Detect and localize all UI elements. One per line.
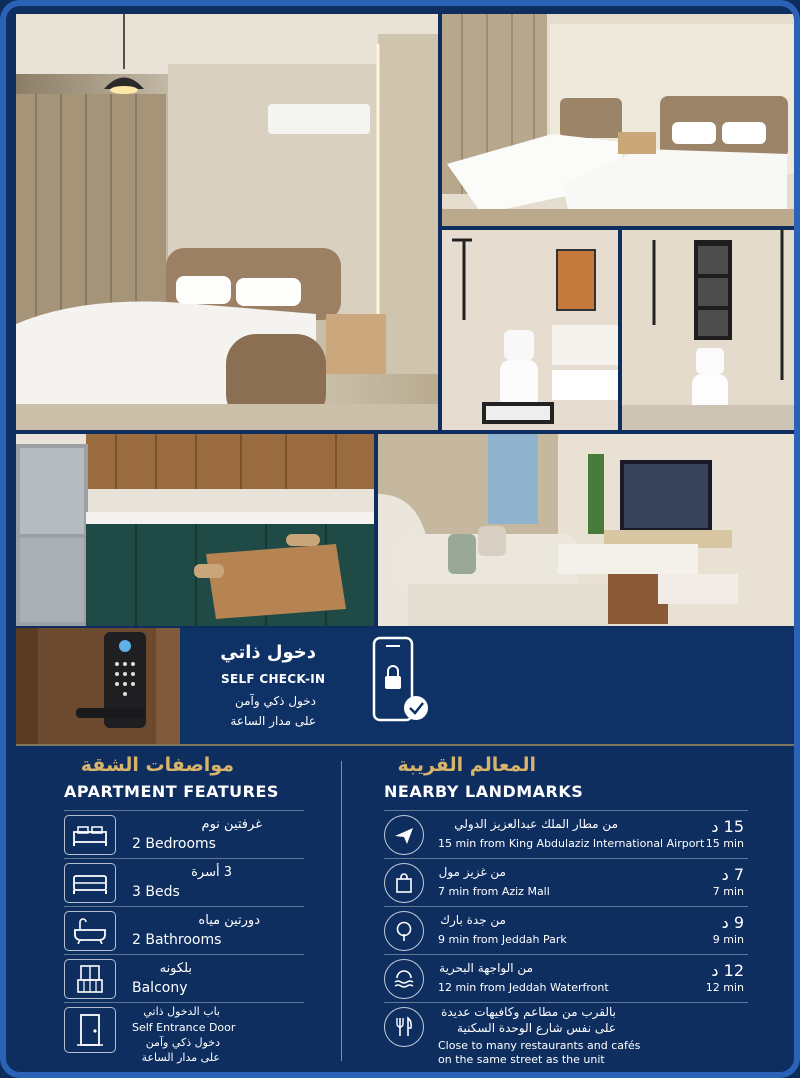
landmark-ar: من الواجهة البحرية [439,961,533,975]
landmark-minutes-ar: 12 د [711,961,744,980]
landmarks-title-ar: المعالم القريبة [397,754,536,776]
landmark-en: 15 min from King Abdulaziz International Airport [438,837,705,850]
checkin-line1: دخول ذكي وآمن [234,694,316,708]
self-checkin-banner [16,628,796,744]
section-divider [16,744,796,746]
feature-ar: دورتين مياه [198,913,260,928]
feature-item [64,810,304,857]
balcony-icon [64,959,116,999]
bed-icon [64,815,116,855]
feature-item [64,858,304,905]
feature-en: 3 Beds [132,884,180,900]
feature-en: Balcony [132,980,188,996]
airplane-icon [384,815,424,855]
landmarks-title-en: NEARBY LANDMARKS [384,782,584,801]
landmark-minutes: 12 min [705,981,744,994]
feature-item [64,906,304,953]
landmark-minutes-ar: 15 د [711,817,744,836]
landmark-item [384,954,748,1001]
feature-en: 2 Bathrooms [132,932,222,948]
feature-item [64,954,304,1001]
main-bedroom-photo [16,14,438,430]
phone-lock-icon [366,636,436,732]
checkin-title-en: SELF CHECK-IN [221,672,326,686]
landmark-ar: من جدة بارك [440,913,506,927]
landmark-ar: من مطار الملك عبدالعزيز الدولي [454,817,618,831]
feature-ar: غرفتين نوم [201,817,262,832]
landmark-minutes-ar: 9 د [721,913,744,932]
bathtub-icon [64,911,116,951]
feature-ar: بلكونه [159,961,192,976]
landmark-ar: على نفس شارع الوحدة السكنية [457,1021,616,1035]
landmark-minutes: 7 min [712,885,744,898]
feature-en: Self Entrance Door [132,1021,236,1034]
feature-extra-ar: دخول ذكي وآمن [145,1036,220,1049]
bathroom-two-photo [622,230,796,430]
features-title-en: APARTMENT FEATURES [64,782,279,801]
landmark-item [384,1002,748,1067]
landmark-minutes: 15 min [705,837,744,850]
landmark-minutes: 9 min [712,933,744,946]
restaurant-icon [384,1007,424,1047]
features-title-ar: مواصفات الشقة [80,754,234,776]
landmark-en: Close to many restaurants and cafés [438,1039,641,1052]
door-icon [64,1007,116,1053]
second-bedroom-photo [442,14,796,226]
checkin-line2: على مدار الساعة [230,714,316,728]
feature-ar: 3 أسرة [191,865,232,880]
living-room-photo [378,434,796,626]
double-bed-icon [64,863,116,903]
landmark-item [384,810,748,857]
landmark-en: 12 min from Jeddah Waterfront [438,981,609,994]
landmark-en: on the same street as the unit [438,1053,605,1066]
shopping-bag-icon [384,863,424,903]
feature-en: 2 Bedrooms [132,836,216,852]
tree-icon [384,911,424,951]
smart-lock-photo [16,628,180,744]
feature-extra-ar: على مدار الساعة [141,1051,220,1064]
feature-ar: باب الدخول ذاتي [143,1005,220,1018]
column-divider [341,761,342,1061]
landmark-item [384,906,748,953]
waves-icon [384,959,424,999]
checkin-title-ar: دخول ذاتي [220,642,316,663]
feature-item [64,1002,304,1067]
bathroom-one-photo [442,230,618,430]
landmark-en: 7 min from Aziz Mall [438,885,550,898]
kitchen-photo [16,434,374,626]
landmark-minutes-ar: 7 د [721,865,744,884]
landmark-item [384,858,748,905]
landmark-ar: بالقرب من مطاعم وكافيهات عديدة [441,1005,616,1019]
landmark-en: 9 min from Jeddah Park [438,933,567,946]
landmark-ar: من غزيز مول [438,865,506,879]
